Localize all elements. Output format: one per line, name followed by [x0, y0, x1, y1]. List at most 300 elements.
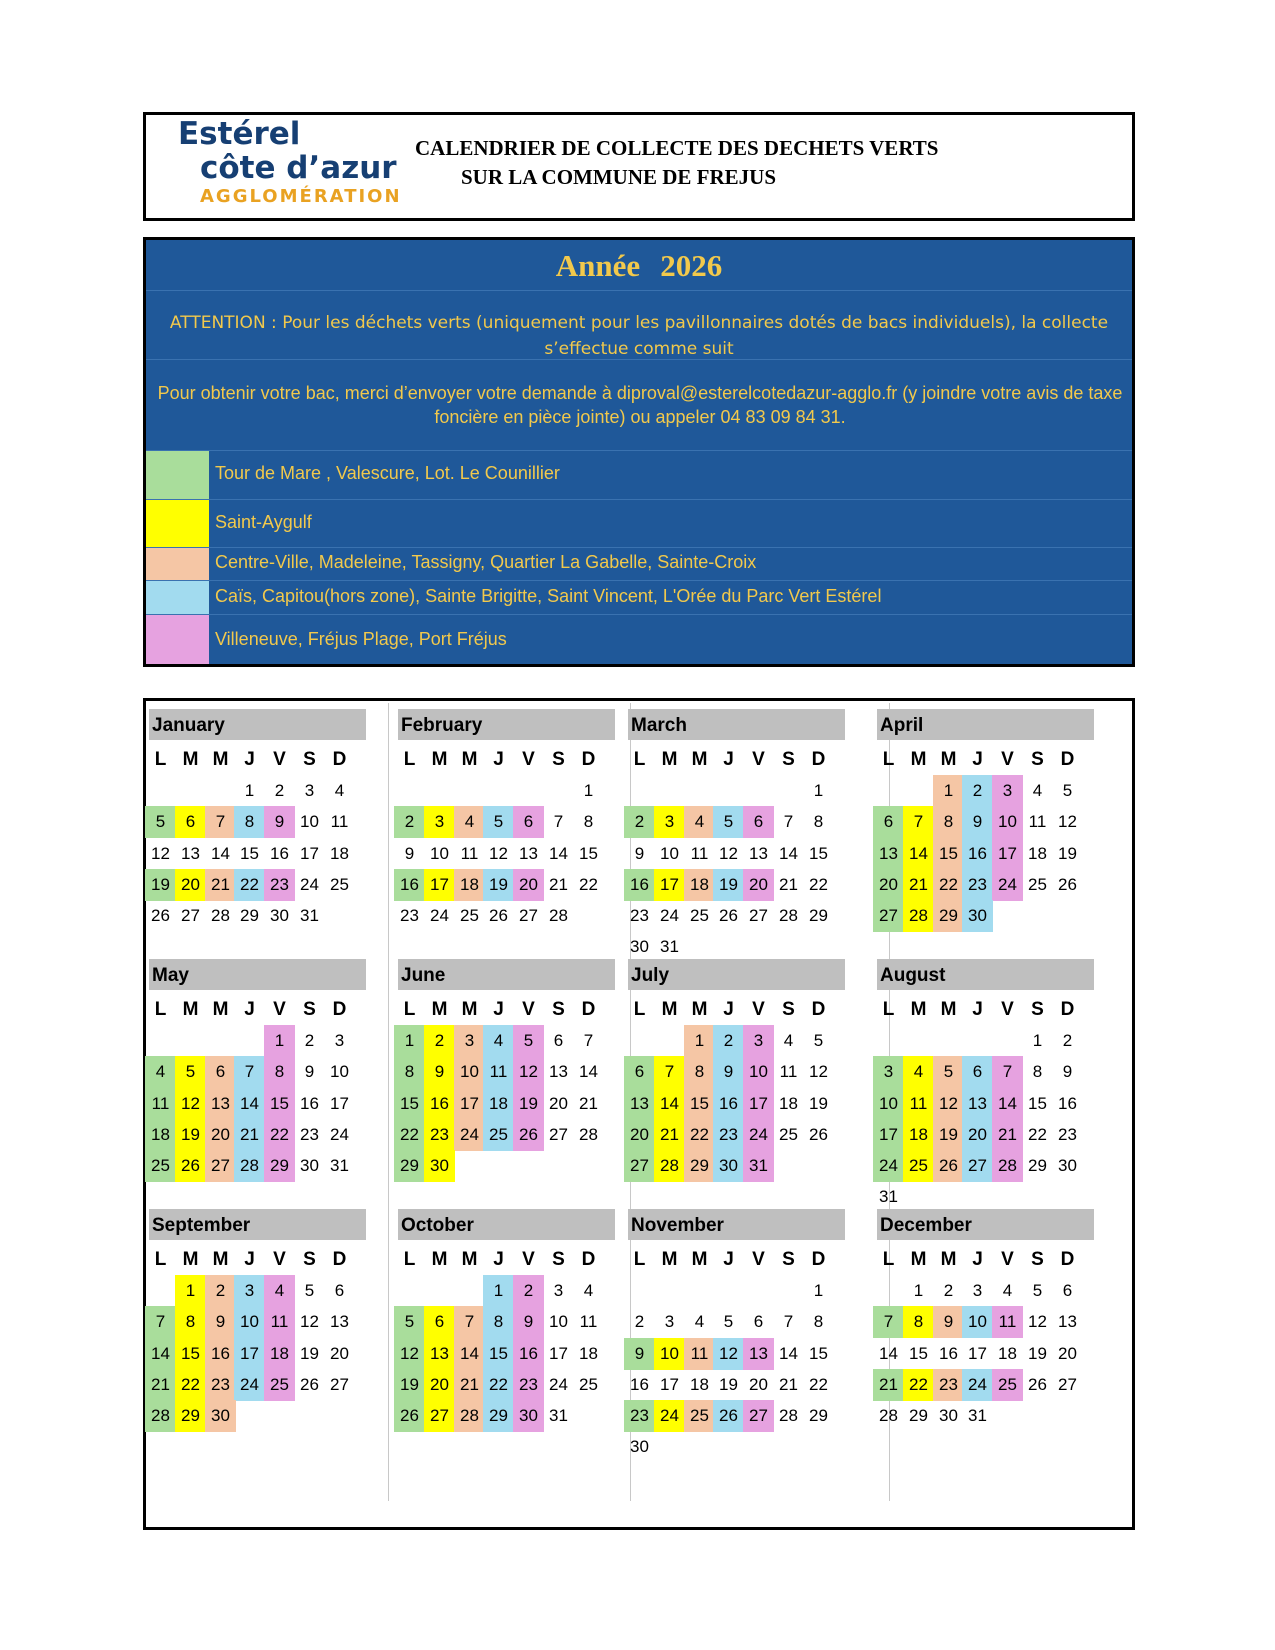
calendar-day: 8: [933, 806, 964, 838]
calendar-day: 22: [684, 1119, 715, 1151]
calendar-day: 21: [145, 1369, 176, 1401]
calendar-day: 15: [809, 1344, 828, 1363]
calendar-day: 13: [749, 844, 768, 863]
calendar-day: 28: [549, 906, 568, 925]
weekday-header: S: [782, 999, 795, 1020]
calendar-day: 14: [779, 844, 798, 863]
weekday-header: J: [972, 1249, 983, 1270]
calendar-day: 22: [809, 875, 828, 894]
weekday-header: V: [1001, 999, 1014, 1020]
calendar-day: 21: [205, 869, 236, 901]
weekday-header: V: [752, 999, 765, 1020]
calendar-day: 18: [1028, 844, 1047, 863]
legend-swatch-blue: [146, 581, 209, 614]
calendar-day: 8: [813, 812, 824, 831]
title-line2: SUR LA COMMUNE DE FREJUS: [461, 165, 777, 189]
calendar-day: 20: [175, 869, 206, 901]
calendar-day: 3: [454, 1025, 485, 1057]
calendar-day: 11: [579, 1312, 598, 1331]
calendar-day: 16: [513, 1338, 544, 1370]
attention-text: ATTENTION : Pour les déchets verts (uniquement pour les pavillonnaires dotés de bacs individuels), la collecte s’effectue comme suit: [169, 313, 1109, 359]
calendar-day: 1: [684, 1025, 715, 1057]
calendar-day: 13: [549, 1062, 568, 1081]
weekday-header: M: [910, 749, 927, 770]
calendar-day: 16: [424, 1088, 455, 1120]
calendar-day: 17: [968, 1344, 987, 1363]
calendar-day: 3: [304, 781, 315, 800]
month-april: [874, 701, 1106, 966]
calendar-day: 20: [424, 1369, 455, 1401]
weekday-header: S: [303, 749, 316, 770]
calendar-day: 22: [175, 1369, 206, 1401]
month-name: March: [628, 709, 845, 740]
calendar-day: 7: [234, 1056, 265, 1088]
calendar-day: 27: [549, 1125, 568, 1144]
calendar-day: 25: [684, 1400, 715, 1432]
calendar-day: 5: [483, 806, 514, 838]
month-name: October: [398, 1209, 615, 1240]
calendar-day: 24: [654, 1400, 685, 1432]
calendar-day: 27: [749, 906, 768, 925]
legend-label-yellow: Saint-Aygulf: [215, 512, 312, 532]
calendar-day: 6: [624, 1056, 655, 1088]
weekday-header: L: [633, 1249, 646, 1270]
calendar-day: 27: [330, 1375, 349, 1394]
calendar-day: 4: [1002, 1281, 1013, 1300]
weekday-header: S: [782, 749, 795, 770]
calendar-day: 19: [175, 1119, 206, 1151]
calendar-day: 13: [962, 1088, 993, 1120]
calendar-day: 18: [483, 1088, 514, 1120]
calendar-day: 9: [424, 1056, 455, 1088]
calendar-day: 8: [264, 1056, 295, 1088]
calendar-day: 2: [274, 781, 285, 800]
calendar-day: 25: [1028, 875, 1047, 894]
calendar-day: 5: [304, 1281, 315, 1300]
weekday-header: J: [723, 1249, 734, 1270]
calendar-day: 12: [809, 1062, 828, 1081]
calendar-day: 9: [624, 1338, 655, 1370]
calendar-day: 11: [690, 844, 709, 863]
calendar-day: 14: [234, 1088, 265, 1120]
calendar-day: 25: [330, 875, 349, 894]
month-name: February: [398, 709, 615, 740]
calendar-day: 11: [684, 1338, 715, 1370]
calendar-day: 3: [334, 1031, 345, 1050]
calendar-day: 1: [813, 781, 824, 800]
calendar-day: 22: [579, 875, 598, 894]
year-value: 2026: [660, 248, 723, 283]
calendar-day: 6: [513, 806, 544, 838]
calendar-day: 7: [992, 1056, 1023, 1088]
calendar-day: 14: [903, 838, 934, 870]
calendar-day: 10: [430, 844, 449, 863]
calendar-day: 19: [809, 1094, 828, 1113]
weekday-header: D: [332, 1249, 347, 1270]
calendar-day: 13: [743, 1338, 774, 1370]
calendar-day: 15: [684, 1088, 715, 1120]
contact-text: Pour obtenir votre bac, merci d’envoyer votre demande à diproval@esterelcotedazur-agglo.fr (y joindre votre avis de taxe foncière en pièce jointe) ou appeler 04 83 09 84 31.: [157, 383, 1123, 427]
calendar-day: 8: [175, 1306, 206, 1338]
weekday-header: S: [1031, 999, 1044, 1020]
calendar-day: 30: [962, 900, 993, 932]
weekday-header: L: [154, 1249, 167, 1270]
weekday-header: D: [811, 749, 826, 770]
calendar-day: 18: [684, 869, 715, 901]
legend-swatch-green: [146, 451, 209, 499]
separator: [146, 290, 1132, 291]
weekday-header: L: [403, 749, 416, 770]
weekday-header: M: [691, 749, 708, 770]
weekday-header: J: [493, 1249, 504, 1270]
calendar-day: 29: [240, 906, 259, 925]
calendar-day: 3: [424, 806, 455, 838]
calendar-day: 20: [549, 1094, 568, 1113]
calendar-day: 2: [634, 1312, 645, 1331]
calendar-day: 26: [719, 906, 738, 925]
calendar-day: 20: [743, 869, 774, 901]
year-label: Année: [555, 248, 641, 283]
calendar-day: 23: [300, 1125, 319, 1144]
calendar-day: 31: [743, 1150, 774, 1182]
calendar-day: 17: [654, 869, 685, 901]
weekday-header: S: [1031, 749, 1044, 770]
calendar-day: 6: [334, 1281, 345, 1300]
weekday-header: J: [723, 999, 734, 1020]
calendar-day: 22: [234, 869, 265, 901]
calendar-day: 16: [962, 838, 993, 870]
calendar-day: 26: [1058, 875, 1077, 894]
calendar-day: 31: [300, 906, 319, 925]
calendar-day: 28: [579, 1125, 598, 1144]
month-name: July: [628, 959, 845, 990]
calendar-day: 12: [489, 844, 508, 863]
calendar-day: 24: [873, 1150, 904, 1182]
calendar-day: 26: [933, 1150, 964, 1182]
calendar-day: 8: [813, 1312, 824, 1331]
calendar-day: 27: [181, 906, 200, 925]
calendar-day: 23: [713, 1119, 744, 1151]
weekday-header: S: [552, 999, 565, 1020]
calendar-day: 19: [713, 869, 744, 901]
calendar-day: 12: [713, 1338, 744, 1370]
calendar-day: 6: [205, 1056, 236, 1088]
weekday-header: M: [940, 1249, 957, 1270]
calendar-day: 5: [1062, 781, 1073, 800]
calendar-day: 8: [903, 1306, 934, 1338]
weekday-header: L: [882, 999, 895, 1020]
calendar-day: 7: [583, 1031, 594, 1050]
calendar-day: 4: [483, 1025, 514, 1057]
calendar-day: 7: [654, 1056, 685, 1088]
calendar-day: 20: [873, 869, 904, 901]
weekday-header: M: [431, 1249, 448, 1270]
calendar-day: 21: [549, 875, 568, 894]
calendar-day: 25: [264, 1369, 295, 1401]
calendar-day: 9: [404, 844, 415, 863]
calendar-day: 5: [175, 1056, 206, 1088]
calendar-day: 7: [903, 806, 934, 838]
calendar-day: 4: [694, 1312, 705, 1331]
logo-line2: côte d’azur: [200, 150, 397, 186]
calendar-day: 11: [460, 844, 479, 863]
calendar-day: 25: [690, 906, 709, 925]
legend-row-blue: [146, 581, 1132, 614]
calendar-day: 18: [579, 1344, 598, 1363]
calendar-day: 2: [624, 806, 655, 838]
calendar-day: 6: [175, 806, 206, 838]
calendar-day: 28: [145, 1400, 176, 1432]
calendar-day: 7: [783, 812, 794, 831]
weekday-header: M: [940, 999, 957, 1020]
calendar-day: 10: [654, 1338, 685, 1370]
calendar-day: 11: [330, 812, 349, 831]
year-heading: [146, 248, 1132, 284]
calendar-day: 12: [175, 1088, 206, 1120]
weekday-header: S: [552, 1249, 565, 1270]
calendar-day: 26: [713, 1400, 744, 1432]
weekday-header: J: [493, 999, 504, 1020]
calendar-day: 10: [873, 1088, 904, 1120]
weekday-header: M: [661, 1249, 678, 1270]
weekday-header: D: [811, 1249, 826, 1270]
calendar-day: 19: [145, 869, 176, 901]
month-december: [874, 1201, 1106, 1466]
calendar-day: 18: [330, 844, 349, 863]
calendar-day: 12: [394, 1338, 425, 1370]
calendar-day: 2: [205, 1275, 236, 1307]
weekday-header: V: [522, 1249, 535, 1270]
calendar-day: 21: [454, 1369, 485, 1401]
calendar-day: 30: [205, 1400, 236, 1432]
legend-swatch-orange: [146, 548, 209, 580]
calendar-day: 15: [933, 838, 964, 870]
calendar-day: 8: [583, 812, 594, 831]
calendar-day: 1: [264, 1025, 295, 1057]
weekday-header: J: [972, 999, 983, 1020]
calendar-day: 8: [483, 1306, 514, 1338]
calendar-day: 20: [1058, 1344, 1077, 1363]
calendar-day: 5: [723, 1312, 734, 1331]
calendar-day: 8: [1032, 1062, 1043, 1081]
title-line1: CALENDRIER DE COLLECTE DES DECHETS VERTS: [415, 136, 939, 160]
calendar-day: 1: [583, 781, 594, 800]
calendar-day: 22: [933, 869, 964, 901]
calendar-day: 12: [300, 1312, 319, 1331]
calendar-day: 27: [873, 900, 904, 932]
calendar-day: 23: [424, 1119, 455, 1151]
calendar-day: 6: [962, 1056, 993, 1088]
calendar-day: 8: [234, 806, 265, 838]
logo-line3: AGGLOMÉRATION: [200, 186, 402, 207]
calendar-day: 15: [579, 844, 598, 863]
calendar-day: 17: [743, 1088, 774, 1120]
calendar-day: 25: [460, 906, 479, 925]
weekday-header: M: [661, 999, 678, 1020]
weekday-header: M: [940, 749, 957, 770]
calendar-day: 26: [175, 1150, 206, 1182]
calendar-day: 2: [424, 1025, 455, 1057]
calendar-day: 22: [483, 1369, 514, 1401]
calendar-day: 17: [424, 869, 455, 901]
calendar-day: 22: [264, 1119, 295, 1151]
calendar-day: 16: [300, 1094, 319, 1113]
calendar-day: 26: [300, 1375, 319, 1394]
calendar-day: 18: [264, 1338, 295, 1370]
calendar-day: 3: [664, 1312, 675, 1331]
weekday-header: M: [182, 1249, 199, 1270]
calendar-day: 17: [549, 1344, 568, 1363]
calendar-day: 2: [962, 775, 993, 807]
calendar-day: 23: [933, 1369, 964, 1401]
month-name: December: [877, 1209, 1094, 1240]
calendar-day: 1: [394, 1025, 425, 1057]
weekday-header: V: [752, 1249, 765, 1270]
calendar-day: 18: [454, 869, 485, 901]
calendar-day: 11: [1028, 812, 1047, 831]
calendar-day: 17: [454, 1088, 485, 1120]
calendar-day: 23: [1058, 1125, 1077, 1144]
calendar-day: 15: [909, 1344, 928, 1363]
calendar-day: 10: [549, 1312, 568, 1331]
calendar-day: 5: [394, 1306, 425, 1338]
calendar-day: 23: [400, 906, 419, 925]
month-may: [146, 951, 378, 1216]
weekday-header: M: [910, 1249, 927, 1270]
calendar-grid: [143, 698, 1135, 1530]
calendar-day: 31: [968, 1406, 987, 1425]
weekday-header: L: [403, 999, 416, 1020]
calendar-day: 3: [992, 775, 1023, 807]
weekday-header: J: [723, 749, 734, 770]
calendar-day: 19: [933, 1119, 964, 1151]
calendar-day: 5: [1032, 1281, 1043, 1300]
calendar-day: 23: [513, 1369, 544, 1401]
weekday-header: L: [403, 1249, 416, 1270]
calendar-day: 16: [1058, 1094, 1077, 1113]
calendar-day: 24: [660, 906, 679, 925]
calendar-day: 4: [684, 806, 715, 838]
legend-label-orange: Centre-Ville, Madeleine, Tassigny, Quartier La Gabelle, Sainte-Croix: [215, 552, 757, 572]
calendar-day: 29: [483, 1400, 514, 1432]
month-name: June: [398, 959, 615, 990]
calendar-day: 28: [654, 1150, 685, 1182]
calendar-day: 21: [992, 1119, 1023, 1151]
calendar-day: 14: [549, 844, 568, 863]
calendar-day: 27: [624, 1150, 655, 1182]
calendar-day: 30: [713, 1150, 744, 1182]
calendar-day: 2: [713, 1025, 744, 1057]
weekday-header: L: [154, 749, 167, 770]
weekday-header: S: [1031, 1249, 1044, 1270]
weekday-header: V: [273, 999, 286, 1020]
calendar-day: 1: [933, 775, 964, 807]
calendar-day: 8: [684, 1056, 715, 1088]
calendar-day: 28: [211, 906, 230, 925]
info-box: [143, 237, 1135, 667]
calendar-day: 1: [175, 1275, 206, 1307]
weekday-header: M: [691, 999, 708, 1020]
calendar-day: 16: [939, 1344, 958, 1363]
legend-row-green: [146, 451, 1132, 499]
calendar-day: 6: [1062, 1281, 1073, 1300]
calendar-day: 15: [264, 1088, 295, 1120]
weekday-header: M: [461, 999, 478, 1020]
weekday-header: L: [882, 1249, 895, 1270]
legend-label-pink: Villeneuve, Fréjus Plage, Port Fréjus: [215, 629, 507, 649]
weekday-header: M: [182, 999, 199, 1020]
weekday-header: M: [212, 1249, 229, 1270]
calendar-day: 22: [1028, 1125, 1047, 1144]
weekday-header: L: [633, 999, 646, 1020]
calendar-day: 20: [962, 1119, 993, 1151]
calendar-day: 7: [205, 806, 236, 838]
calendar-day: 10: [743, 1056, 774, 1088]
calendar-day: 24: [962, 1369, 993, 1401]
calendar-day: 28: [903, 900, 934, 932]
calendar-day: 4: [145, 1056, 176, 1088]
calendar-day: 21: [779, 1375, 798, 1394]
calendar-day: 19: [1058, 844, 1077, 863]
calendar-day: 6: [424, 1306, 455, 1338]
calendar-day: 9: [304, 1062, 315, 1081]
calendar-day: 26: [1028, 1375, 1047, 1394]
calendar-day: 15: [1028, 1094, 1047, 1113]
calendar-day: 25: [483, 1119, 514, 1151]
weekday-header: V: [273, 749, 286, 770]
separator: [146, 359, 1132, 360]
calendar-day: 19: [483, 869, 514, 901]
calendar-day: 30: [300, 1156, 319, 1175]
calendar-day: 18: [779, 1094, 798, 1113]
calendar-day: 18: [998, 1344, 1017, 1363]
calendar-day: 1: [913, 1281, 924, 1300]
calendar-day: 5: [145, 806, 176, 838]
calendar-day: 28: [879, 1406, 898, 1425]
calendar-day: 22: [809, 1375, 828, 1394]
calendar-day: 28: [779, 1406, 798, 1425]
calendar-day: 24: [300, 875, 319, 894]
weekday-header: D: [581, 1249, 596, 1270]
weekday-header: S: [303, 1249, 316, 1270]
weekday-header: M: [431, 749, 448, 770]
calendar-day: 14: [654, 1088, 685, 1120]
calendar-day: 13: [205, 1088, 236, 1120]
calendar-day: 19: [394, 1369, 425, 1401]
weekday-header: J: [244, 749, 255, 770]
calendar-day: 9: [962, 806, 993, 838]
calendar-day: 31: [330, 1156, 349, 1175]
calendar-day: 7: [454, 1306, 485, 1338]
calendar-day: 11: [264, 1306, 295, 1338]
calendar-day: 13: [624, 1088, 655, 1120]
calendar-day: 24: [549, 1375, 568, 1394]
month-name: May: [149, 959, 366, 990]
calendar-day: 5: [513, 1025, 544, 1057]
calendar-day: 12: [1028, 1312, 1047, 1331]
calendar-day: 26: [394, 1400, 425, 1432]
calendar-day: 17: [660, 1375, 679, 1394]
calendar-day: 17: [873, 1119, 904, 1151]
calendar-day: 4: [454, 806, 485, 838]
calendar-day: 29: [175, 1400, 206, 1432]
calendar-day: 29: [933, 900, 964, 932]
weekday-header: D: [811, 999, 826, 1020]
logo-line1: Estérel: [178, 116, 301, 152]
calendar-day: 4: [583, 1281, 594, 1300]
calendar-day: 27: [205, 1150, 236, 1182]
legend-swatch-pink: [146, 615, 209, 664]
